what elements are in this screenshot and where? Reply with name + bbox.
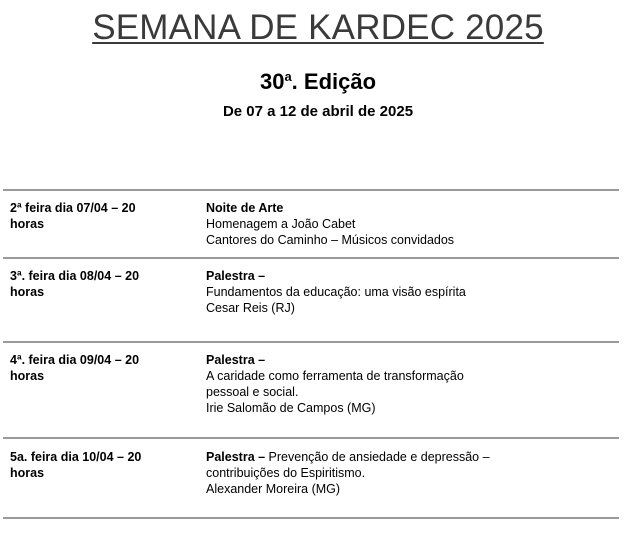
event-detail: Cantores do Caminho – Músicos convidados bbox=[206, 233, 455, 247]
edition-label: . Edição bbox=[291, 69, 377, 94]
event-title: Palestra – bbox=[206, 353, 266, 367]
schedule-day bbox=[10, 352, 180, 384]
page-title: SEMANA DE KARDEC 2025 bbox=[92, 8, 544, 47]
event-title-rest: Prevenção de ansiedade e depressão – bbox=[265, 450, 490, 464]
schedule-day-text: 5a. feira dia 10/04 – 20 bbox=[10, 450, 142, 464]
event-heading bbox=[206, 352, 606, 368]
event-heading bbox=[206, 449, 606, 465]
event-speaker: Alexander Moreira (MG) bbox=[206, 482, 341, 496]
event-detail: pessoal e social. bbox=[206, 385, 299, 399]
schedule-event bbox=[206, 352, 606, 416]
event-detail: contribuições do Espiritismo. bbox=[206, 466, 366, 480]
schedule-day bbox=[10, 200, 180, 232]
divider bbox=[3, 189, 619, 191]
event-heading bbox=[206, 268, 606, 284]
schedule-day-time: horas bbox=[10, 369, 45, 383]
event-dates: De 07 a 12 de abril de 2025 bbox=[222, 103, 414, 120]
event-heading bbox=[206, 200, 606, 216]
edition-heading bbox=[0, 69, 625, 95]
schedule-day-text: 4ª. feira dia 09/04 – 20 bbox=[10, 353, 140, 367]
divider bbox=[3, 517, 619, 519]
schedule-day-text: 3ª. feira dia 08/04 – 20 bbox=[10, 269, 140, 283]
divider bbox=[3, 437, 619, 439]
event-speaker: Irie Salomão de Campos (MG) bbox=[206, 401, 376, 415]
schedule-day bbox=[10, 449, 180, 481]
schedule-day-time: horas bbox=[10, 217, 45, 231]
event-title: Palestra – bbox=[206, 450, 266, 464]
schedule-event bbox=[206, 200, 606, 248]
event-speaker: Cesar Reis (RJ) bbox=[206, 301, 295, 315]
event-title: Palestra – bbox=[206, 269, 266, 283]
event-title: Noite de Arte bbox=[206, 201, 284, 215]
schedule-day-text: 2ª feira dia 07/04 – 20 bbox=[10, 201, 136, 215]
event-detail: Fundamentos da educação: uma visão espírita bbox=[206, 285, 466, 299]
schedule-day-time: horas bbox=[10, 285, 45, 299]
schedule-event bbox=[206, 449, 606, 497]
event-detail: Homenagem a João Cabet bbox=[206, 217, 356, 231]
schedule-event bbox=[206, 268, 606, 316]
schedule-day bbox=[10, 268, 180, 300]
schedule-day-time: horas bbox=[10, 466, 45, 480]
edition-number: 30 bbox=[259, 69, 285, 94]
event-detail: A caridade como ferramenta de transformação bbox=[206, 369, 464, 383]
divider bbox=[3, 257, 619, 259]
divider bbox=[3, 341, 619, 343]
edition-ordinal: a bbox=[284, 69, 292, 84]
